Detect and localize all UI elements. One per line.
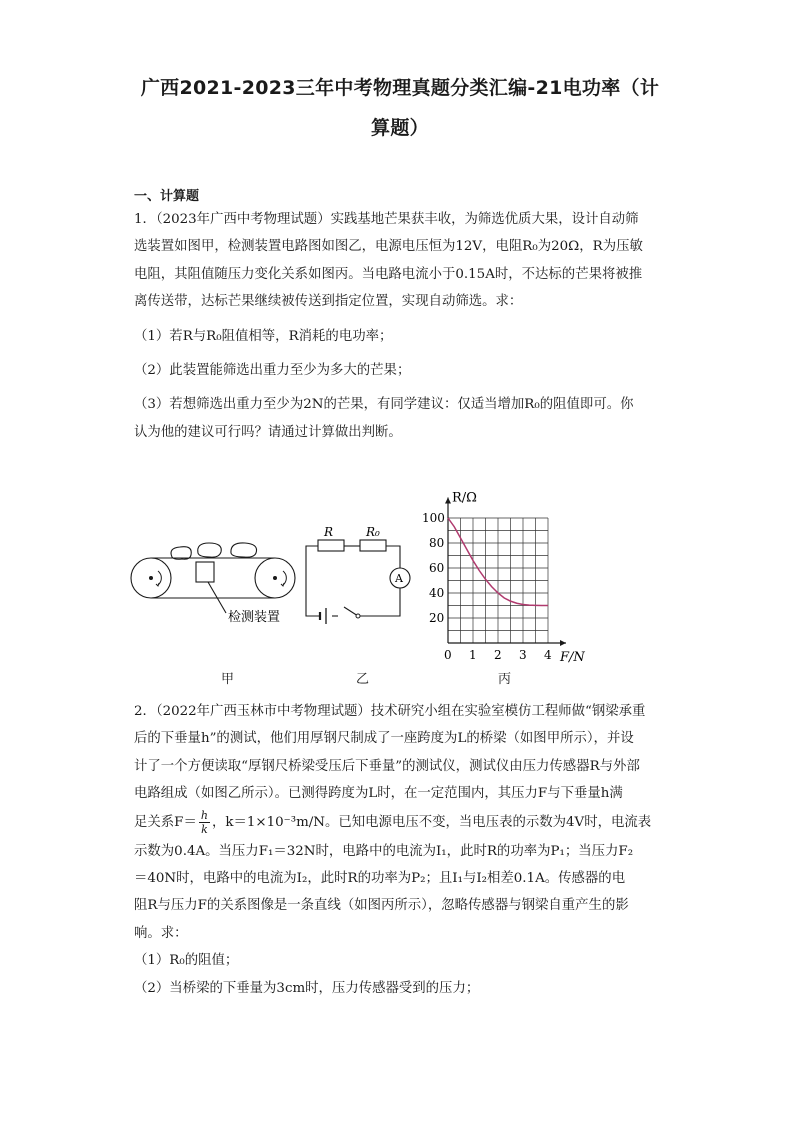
q1-line: 选装置如图甲，检测装置电路图如图乙，电源电压恒为12V，电阻R₀为20Ω，R为压敏 [134,239,643,255]
y-axis-arrow [445,498,451,504]
detection-device-label: 检测装置 [228,610,281,625]
fraction-h-over-k [199,809,210,836]
q2-line: 2．（2022年广西玉林市中考物理试题）技术研究小组在实验室模仿工程师做“钢梁承重 [134,704,646,719]
x-tick-label: 1 [469,648,477,662]
detection-box [196,562,214,582]
x-axis-arrow [560,640,566,646]
fraction-denominator: k [201,822,208,836]
q2-subquestion-1: （1）R₀的阻值； [134,953,239,969]
q2-line-5a: 足关系F＝ [134,814,197,830]
resistor-R-label: R [324,525,334,539]
caption-bing: 丙 [498,672,512,687]
ammeter-label: A [395,572,403,585]
q1-subquestion-1: （1）若R与R₀阻值相等，R消耗的电功率； [134,328,393,344]
q2-line: ＝40N时，电路中的电流为I₂，此时R的功率为P₂；且I₁与I₂相差0.1A。传感器的电 [134,871,626,887]
y-tick-label: 20 [429,611,445,625]
q2-line-5b: ，k＝1×10⁻³m/N。已知电源电压不变，当电压表的示数为4V时，电流表 [211,814,652,830]
q2-line: 示数为0.4A。当压力F₁＝32N时，电路中的电流为I₁，此时R的功率为P₁；当压力F₂ [134,843,634,859]
document-title [120,68,680,148]
x-tick-label: 3 [519,648,527,662]
question-2 [134,698,664,1002]
q1-line: 认为他的建议可行吗？请通过计算做出判断。 [134,424,402,440]
caption-yi: 乙 [356,672,370,687]
mango-1 [171,547,191,560]
question-1 [134,206,664,446]
q1-line: 1．（2023年广西中考物理试题）实践基地芒果获丰收，为筛选优质大果，设计自动筛 [134,212,639,227]
q2-formula-line [134,808,664,838]
caption-jia: 甲 [221,672,235,687]
conveyor-belt-figure [128,535,298,635]
title-line-2: 算题） [371,117,429,139]
q2-subquestion-2: （2）当桥梁的下垂量为3cm时，压力传感器受到的压力； [134,980,480,996]
q1-subquestion-3: （3）若想筛选出重力至少为2N的芒果，有同学建议：仅适当增加R₀的阻值即可。你 [134,397,634,413]
q2-line: 计了一个方便读取“厚钢尺桥梁受压后下垂量”的测试仪，测试仪由压力传感器R与外部 [134,758,640,774]
q2-line: 阻R与压力F的关系图像是一条直线（如图丙所示），忽略传感器与钢梁自重产生的影 [134,898,629,914]
x-axis-label: F/N [560,650,585,665]
fraction-numerator: h [200,808,208,822]
title-line-1: 广西2021-2023三年中考物理真题分类汇编-21电功率（计 [140,77,660,99]
q2-line: 后的下垂量h”的测试，他们用厚钢尺制成了一座跨度为L的桥梁（如图甲所示），并设 [134,731,634,747]
y-tick-label: 80 [429,536,445,550]
x-tick-label: 2 [494,648,502,662]
y-tick-label: 40 [429,586,445,600]
chart-grid [448,518,548,643]
resistor-R [318,540,344,551]
resistor-R0 [360,540,386,551]
q2-line: 响。求： [134,925,188,941]
q1-subquestion-2: （2）此装置能筛选出重力至少为多大的芒果； [134,363,411,379]
y-axis-label: R/Ω [452,490,477,506]
resistance-force-chart [418,488,598,666]
q1-line: 电阻，其阻值随压力变化关系如图丙。当电路电流小于0.15A时，不达标的芒果将被推 [134,266,643,282]
mango-2 [198,543,222,557]
resistor-R0-label: R₀ [366,525,380,539]
q1-line: 离传送带，达标芒果继续被传送到指定位置，实现自动筛选。求： [134,294,523,310]
q2-line: 电路组成（如图乙所示）。已测得跨度为L时，在一定范围内，其压力F与下垂量h满 [134,786,623,802]
circuit-diagram [296,522,416,632]
mango-3 [231,543,257,557]
x-tick-label: 0 [444,648,452,662]
x-tick-label: 4 [544,648,552,662]
y-tick-label: 60 [429,561,445,575]
y-tick-label: 100 [422,511,445,525]
chart-tick-labels [422,511,552,662]
section-heading: 一、计算题 [134,189,200,204]
